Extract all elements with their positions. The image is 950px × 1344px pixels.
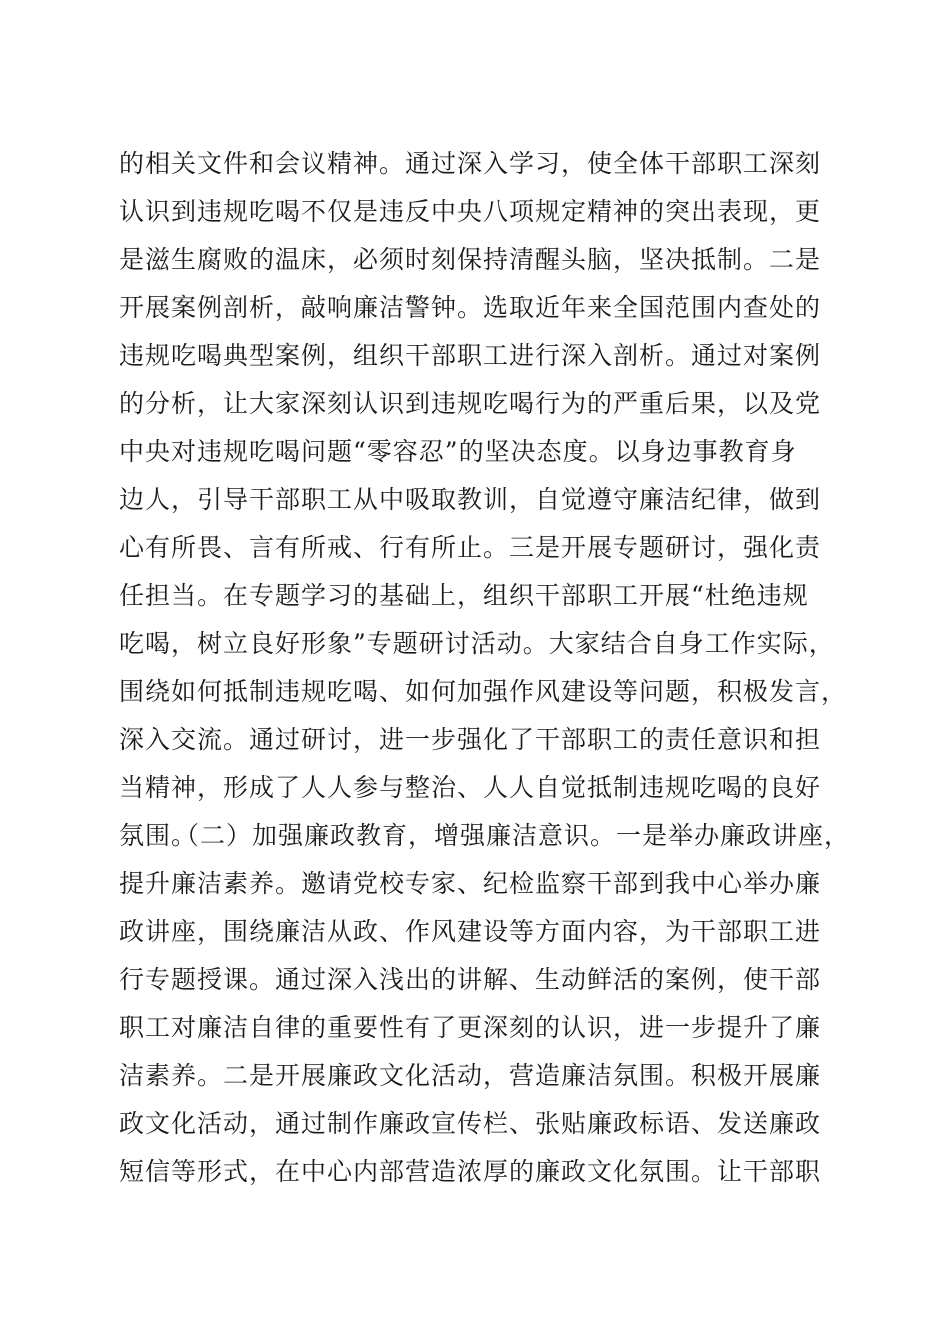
section-heading-line: （二）加强廉政教育，增强廉洁意识。一是举办廉政讲座， xyxy=(174,821,851,850)
text-line: 短信等形式，在中心内部营造浓厚的廉政文化氛围。让干部职 xyxy=(119,1157,822,1186)
text-line: 开展案例剖析，敲响廉洁警钟。选取近年来全国范围内查处的 xyxy=(119,293,822,322)
text-line: 吃喝，树立良好形象”专题研讨活动。大家结合自身工作实际， xyxy=(119,629,835,658)
text-line: 当精神，形成了人人参与整治、人人自觉抵制违规吃喝的良好 xyxy=(119,773,822,802)
text-line: 任担当。在专题学习的基础上，组织干部职工开展“杜绝违规 xyxy=(119,581,809,610)
text-line: 深入交流。通过研讨，进一步强化了干部职工的责任意识和担 xyxy=(119,725,822,754)
text-line: 边人，引导干部职工从中吸取教训，自觉遵守廉洁纪律，做到 xyxy=(119,485,822,514)
text-line: 是滋生腐败的温床，必须时刻保持清醒头脑，坚决抵制。二是 xyxy=(119,245,822,274)
text-line: 围绕如何抵制违规吃喝、如何加强作风建设等问题，积极发言， xyxy=(119,677,848,706)
text-line: 的相关文件和会议精神。通过深入学习，使全体干部职工深刻 xyxy=(119,149,822,178)
text-line: 提升廉洁素养。邀请党校专家、纪检监察干部到我中心举办廉 xyxy=(119,869,822,898)
text-line: 职工对廉洁自律的重要性有了更深刻的认识，进一步提升了廉 xyxy=(119,1013,822,1042)
text-line: 政文化活动，通过制作廉政宣传栏、张贴廉政标语、发送廉政 xyxy=(119,1109,822,1138)
text-line: 认识到违规吃喝不仅是违反中央八项规定精神的突出表现，更 xyxy=(119,197,822,226)
body-paragraph xyxy=(119,140,851,860)
text-line: 洁素养。二是开展廉政文化活动，营造廉洁氛围。积极开展廉 xyxy=(119,1061,822,1090)
text-line: 心有所畏、言有所戒、行有所止。三是开展专题研讨，强化责 xyxy=(119,533,822,562)
text-line: 违规吃喝典型案例，组织干部职工进行深入剖析。通过对案例 xyxy=(119,341,822,370)
text-line: 的分析，让大家深刻认识到违规吃喝行为的严重后果，以及党 xyxy=(119,389,822,418)
text-line: 氛围。 xyxy=(119,821,198,850)
text-line: 政讲座，围绕廉洁从政、作风建设等方面内容，为干部职工进 xyxy=(119,917,822,946)
text-line: 行专题授课。通过深入浅出的讲解、生动鲜活的案例，使干部 xyxy=(119,965,822,994)
section-paragraph xyxy=(119,812,851,1196)
text-line: 中央对违规吃喝问题“零容忍”的坚决态度。以身边事教育身 xyxy=(119,437,797,466)
